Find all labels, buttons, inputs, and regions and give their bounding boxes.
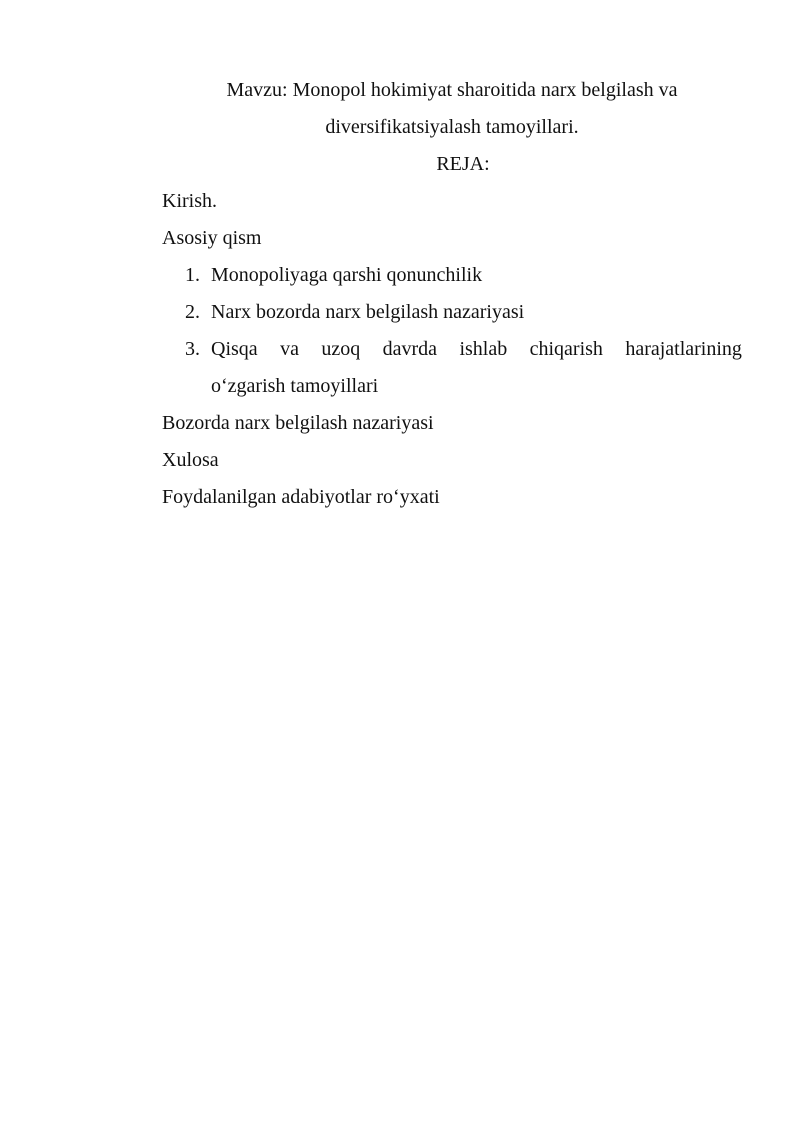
list-item-2-text: Narx bozorda narx belgilash nazariyasi	[211, 301, 525, 323]
plan-heading: REJA:	[436, 153, 490, 175]
list-item-3-word: chiqarish	[529, 338, 603, 360]
list-item-1-number: 1.	[185, 264, 200, 286]
references-line: Foydalanilgan adabiyotlar ro‘yxati	[162, 486, 440, 508]
intro-line: Kirish.	[162, 190, 217, 212]
list-item-3-word: uzoq	[321, 338, 361, 360]
list-item-3-word: harajatlarining	[625, 338, 742, 360]
conclusion-line: Xulosa	[162, 449, 219, 471]
list-item-3-continuation: o‘zgarish tamoyillari	[211, 375, 379, 397]
market-section-line: Bozorda narx belgilash nazariyasi	[162, 412, 434, 434]
list-item-3-word: va	[280, 338, 299, 360]
title-line-1: Mavzu: Monopol hokimiyat sharoitida narx belgilash va	[226, 79, 678, 101]
list-item-3-word: davrda	[382, 338, 438, 360]
main-part-line: Asosiy qism	[162, 227, 262, 249]
list-item-3-word: Qisqa	[211, 338, 258, 360]
list-item-2-number: 2.	[185, 301, 200, 323]
list-item-3-word: ishlab	[459, 338, 508, 360]
list-item-3-text	[211, 331, 742, 368]
list-item-3-number: 3.	[185, 338, 200, 360]
title-line-2: diversifikatsiyalash tamoyillari.	[325, 116, 579, 138]
list-item-1-text: Monopoliyaga qarshi qonunchilik	[211, 264, 483, 286]
